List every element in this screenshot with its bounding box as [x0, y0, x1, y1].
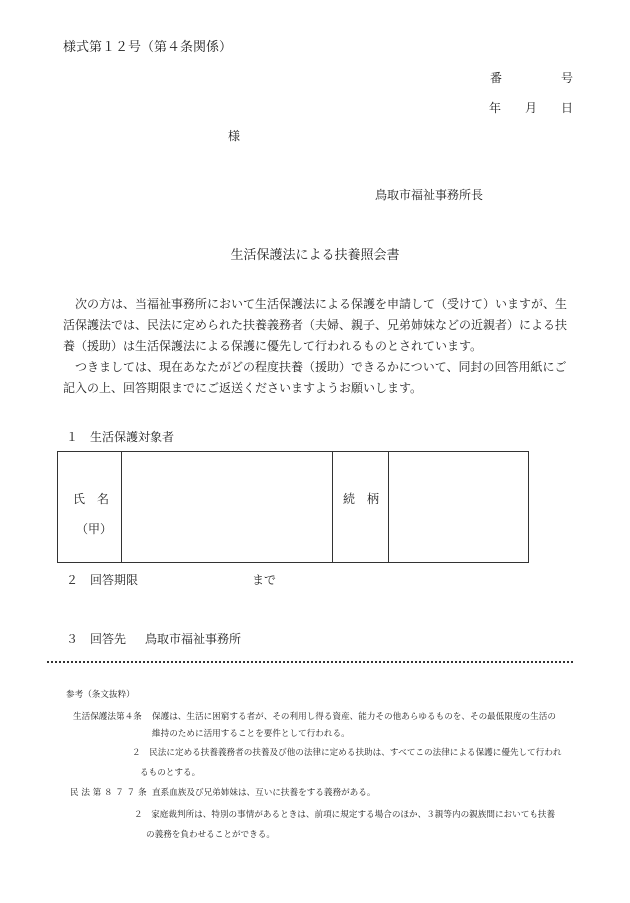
- subject-table: [57, 451, 529, 563]
- document-title: 生活保護法による扶養照会書: [230, 248, 400, 263]
- table-divider: [332, 452, 333, 562]
- civil-code-877-text: 直系血族及び兄弟姉妹は、互いに扶養をする義務がある。: [152, 788, 376, 798]
- table-divider: [121, 452, 122, 562]
- civil-code-877-label: 民 法 第 ８ ７ ７ 条: [70, 788, 147, 798]
- body-paragraph-1: 次の方は、当福祉事務所において生活保護法による保護を申請して（受けて）いますが、生活保護法では、民法に定められた扶養義務者（夫婦、親子、兄弟姉妹などの近親者）による扶養（援助）は生活保護法による保護に優先して行われるものとされています。: [63, 297, 568, 353]
- article-4-text: 保護は、生活に困窮する者が、その利用し得る資産、能力その他あらゆるものを、その最低限度の生活の: [152, 712, 556, 722]
- civil-code-877-text: ２ 家庭裁判所は、特別の事情があるときは、前項に規定する場合のほか、３親等内の親族間においても扶養: [134, 810, 556, 820]
- article-4-text: 維持のために活用することを要件として行われる。: [152, 729, 350, 739]
- article-4-text: ２ 民法に定める扶養義務者の扶養及び他の法律に定める扶助は、すべてこの法律による保護に優先して行われ: [132, 748, 562, 758]
- document-number-label: 番: [490, 71, 503, 85]
- reference-title: 参考（条文抜粋）: [66, 690, 135, 700]
- date-year-label: 年: [489, 101, 502, 115]
- date-month-label: 月: [525, 101, 538, 115]
- document-number-suffix: 号: [561, 71, 574, 85]
- dotted-divider: [47, 661, 573, 663]
- article-4-text: るものとする。: [140, 768, 201, 778]
- date-day-label: 日: [561, 101, 574, 115]
- sender-name: 鳥取市福祉事務所長: [375, 188, 484, 202]
- name-subscript-label: （甲）: [76, 522, 113, 536]
- relationship-label: 続 柄: [343, 492, 380, 506]
- section-1-heading: １ 生活保護対象者: [66, 430, 175, 444]
- deadline-suffix: まで: [252, 573, 277, 587]
- article-4-label: 生活保護法第４条: [73, 712, 142, 722]
- reply-destination: 鳥取市福祉事務所: [145, 632, 242, 646]
- form-number: 様式第１２号（第４条関係）: [63, 40, 233, 55]
- name-label: 氏 名: [73, 492, 110, 506]
- addressee-honorific: 様: [228, 129, 241, 143]
- section-3-heading: ３ 回答先: [66, 632, 127, 646]
- table-divider: [388, 452, 389, 562]
- section-2-heading: ２ 回答期限: [66, 573, 139, 587]
- body-paragraph-2: つきましては、現在あなたがどの程度扶養（援助）できるかについて、同封の回答用紙にご記入の上、回答期限までにご返送くださいますようお願いします。: [63, 360, 567, 395]
- civil-code-877-text: の義務を負わせることができる。: [146, 830, 275, 840]
